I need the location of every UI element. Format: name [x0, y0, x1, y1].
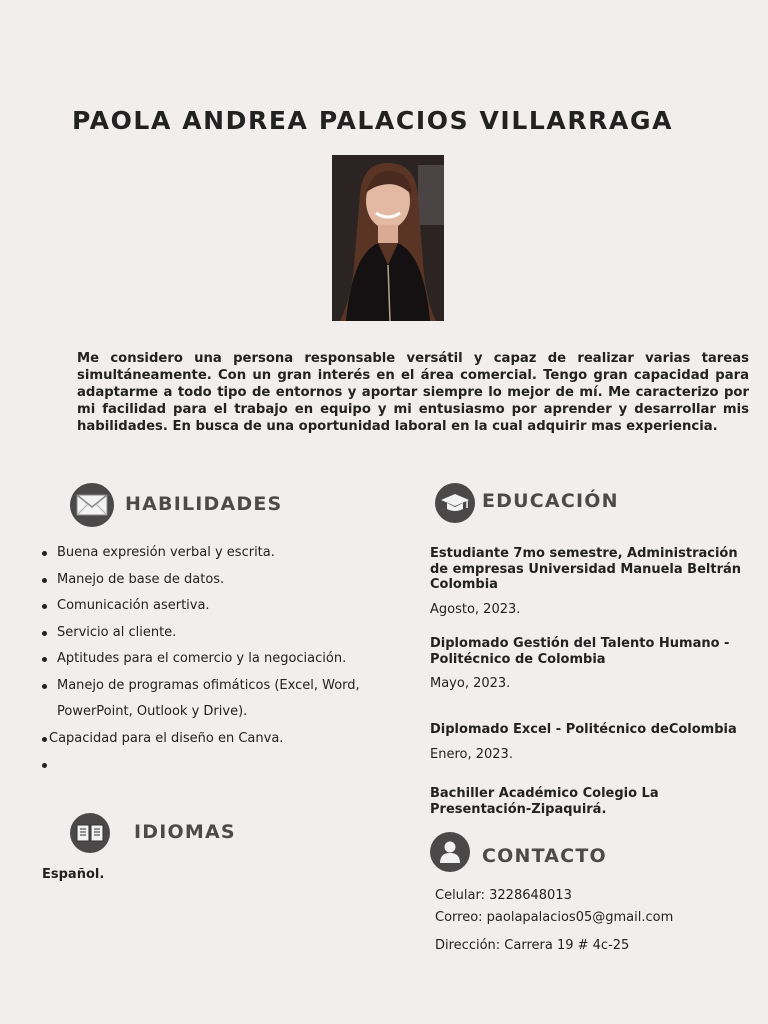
contact-phone: Celular: 3228648013	[435, 888, 572, 903]
profile-photo	[332, 155, 444, 321]
education-entry-title: Diplomado Gestión del Talento Humano - Politécnico de Colombia	[430, 636, 730, 667]
user-icon	[430, 832, 470, 872]
education-entry-title: Diplomado Excel - Politécnico deColombia	[430, 722, 737, 737]
envelope-icon	[70, 483, 114, 527]
education-entry-title: Bachiller Académico Colegio La Presentación-Zipaquirá.	[430, 786, 659, 817]
profile-summary: Me considero una persona responsable versátil y capaz de realizar varias tareas simultáneamente. Con un gran interés en el área comercial. Tengo gran capacidad para adaptarme a todo tipo de entornos y aportar siempre lo mejor de mí. Me caracterizo por mi facilidad para el trabajo en equipo y mi entusiasmo por aprender y desarrollar mis habilidades. En busca de una oportunidad laboral en la cual adquirir mas experiencia.	[77, 351, 749, 434]
education-entry-date: Enero, 2023.	[430, 746, 513, 762]
graduation-cap-icon	[435, 483, 475, 523]
candidate-name: PAOLA ANDREA PALACIOS VILLARRAGA	[72, 106, 674, 135]
book-icon	[70, 813, 110, 853]
education-entry-date: Agosto, 2023.	[430, 601, 521, 617]
education-entry-date: Mayo, 2023.	[430, 676, 511, 691]
list-item-continuation: PowerPoint, Outlook y Drive).	[57, 704, 248, 719]
list-item: Manejo de programas ofimáticos (Excel, Word,	[40, 673, 380, 700]
contact-title: CONTACTO	[482, 845, 607, 867]
empty-list-item	[40, 752, 380, 779]
list-item: Buena expresión verbal y escrita.	[40, 540, 380, 567]
languages-title: IDIOMAS	[134, 821, 236, 843]
education-entry	[430, 786, 710, 817]
list-item: Servicio al cliente.	[40, 620, 380, 647]
portrait-illustration	[332, 155, 444, 321]
contact-email: Correo: paolapalacios05@gmail.com	[435, 910, 674, 925]
skills-title: HABILIDADES	[125, 493, 283, 515]
list-item: Capacidad para el diseño en Canva.	[40, 726, 380, 753]
education-entry	[430, 546, 750, 617]
list-item: Manejo de base de datos.	[40, 567, 380, 594]
skills-list	[40, 540, 380, 779]
education-title: EDUCACIÓN	[482, 490, 619, 512]
list-item: Aptitudes para el comercio y la negociación.	[40, 646, 380, 673]
education-entry	[430, 722, 760, 762]
language-item: Español.	[42, 867, 105, 882]
education-entry	[430, 636, 750, 691]
education-entry-title: Estudiante 7mo semestre, Administración de empresas Universidad Manuela Beltrán Colombia	[430, 546, 742, 592]
list-item: Comunicación asertiva.	[40, 593, 380, 620]
contact-address: Dirección: Carrera 19 # 4c-25	[435, 938, 630, 953]
